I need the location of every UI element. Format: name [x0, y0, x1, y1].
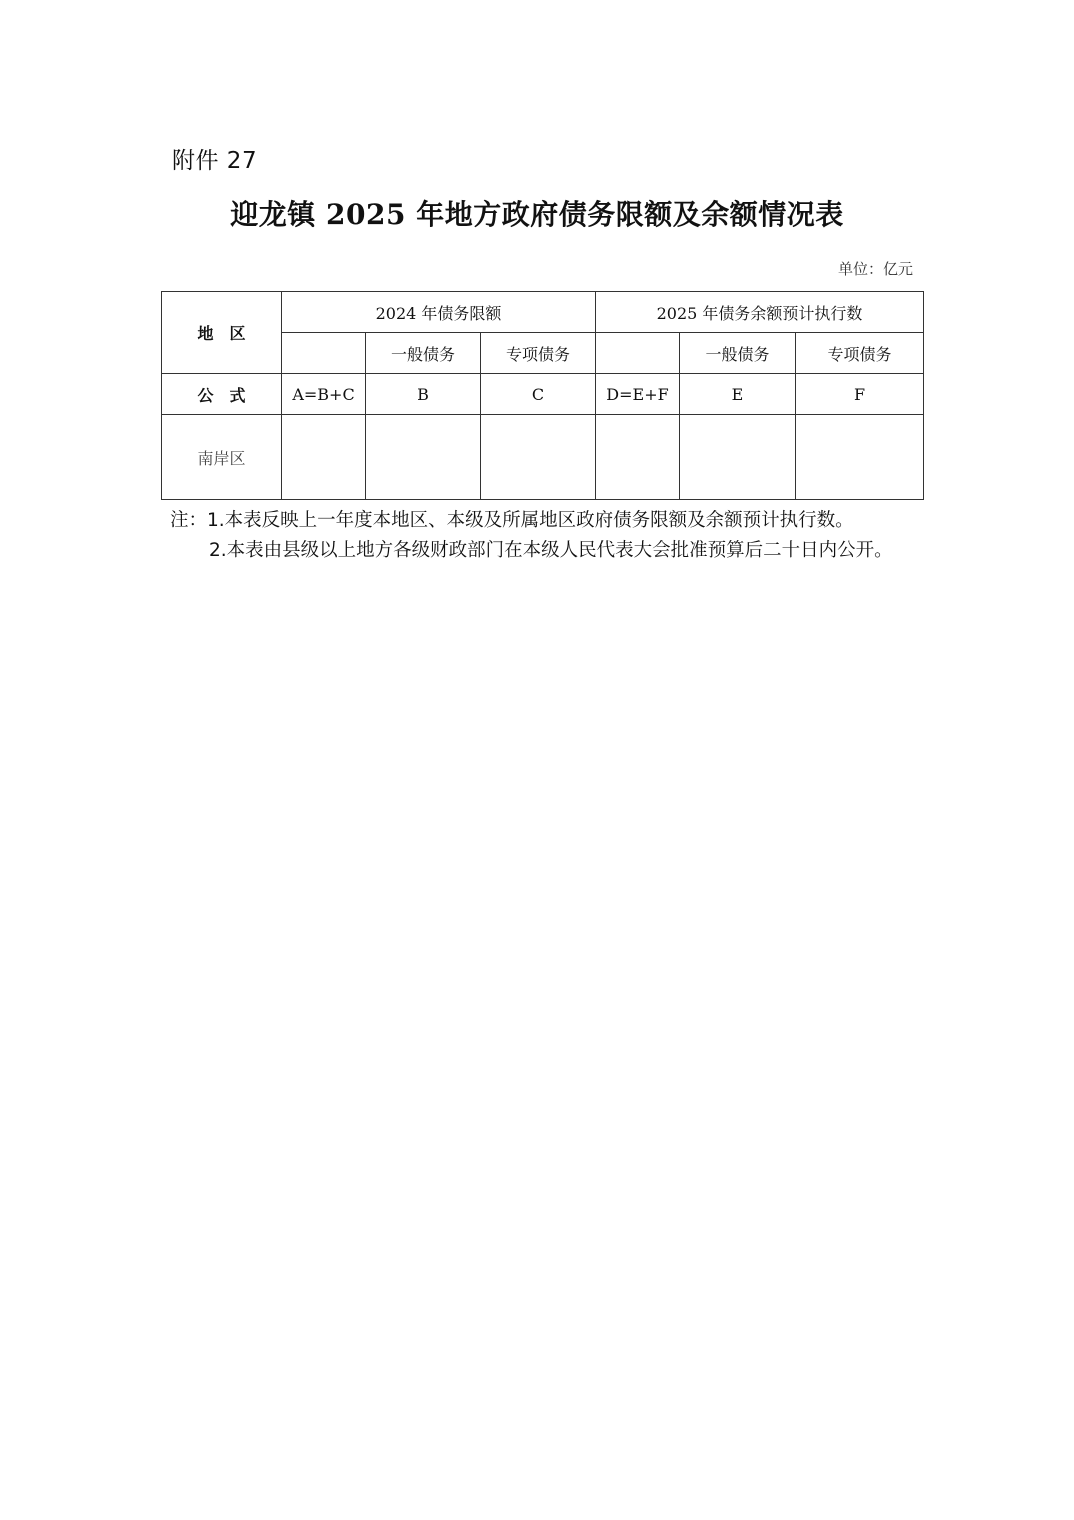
formula-general-2025: E — [680, 374, 796, 415]
cell-total-2025 — [596, 415, 680, 500]
table-row — [162, 415, 924, 500]
region-header: 地 区 — [197, 324, 246, 343]
table-header-row-1 — [162, 292, 924, 333]
formula-special-2025: F — [796, 374, 924, 415]
cell-general-2024 — [366, 415, 481, 500]
page-title: 迎龙镇 2025 年地方政府债务限额及余额情况表 — [230, 198, 844, 231]
special-2024-header: 专项债务 — [481, 333, 596, 374]
cell-general-2025 — [680, 415, 796, 500]
formula-general-2024: B — [366, 374, 481, 415]
formula-total-2024: A=B+C — [282, 374, 366, 415]
cell-total-2024 — [282, 415, 366, 500]
notes — [170, 506, 910, 566]
formula-special-2024: C — [481, 374, 596, 415]
region-header-cell — [162, 292, 282, 374]
debt-table — [161, 291, 924, 500]
general-2025-header: 一般债务 — [680, 333, 796, 374]
group-2024-header: 2024 年债务限额 — [282, 292, 596, 333]
region-cell: 南岸区 — [162, 415, 282, 500]
formula-label: 公 式 — [162, 374, 282, 415]
special-2025-header: 专项债务 — [796, 333, 924, 374]
formula-total-2025: D=E+F — [596, 374, 680, 415]
note-2: 2.本表由县级以上地方各级财政部门在本级人民代表大会批准预算后二十日内公开。 — [209, 540, 893, 561]
total-2025-header — [596, 333, 680, 374]
unit-label: 单位：亿元 — [837, 260, 913, 278]
cell-special-2024 — [481, 415, 596, 500]
cell-special-2025 — [796, 415, 924, 500]
general-2024-header: 一般债务 — [366, 333, 481, 374]
note-1: 注：1.本表反映上一年度本地区、本级及所属地区政府债务限额及余额预计执行数。 — [170, 510, 854, 531]
attachment-label: 附件 27 — [172, 148, 258, 174]
total-2024-header — [282, 333, 366, 374]
group-2025-header: 2025 年债务余额预计执行数 — [596, 292, 924, 333]
formula-row — [162, 374, 924, 415]
